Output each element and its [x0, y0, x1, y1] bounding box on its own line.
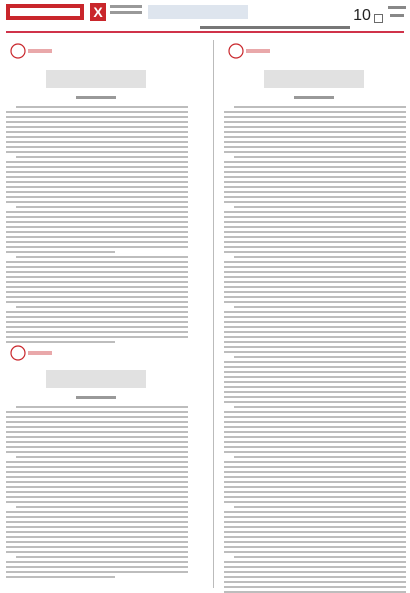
header-rule — [6, 31, 404, 33]
article-headline — [46, 66, 146, 92]
article-headline-2 — [46, 366, 146, 392]
issue-weekday — [390, 14, 404, 17]
masthead — [0, 0, 410, 34]
page-ban — [374, 14, 383, 23]
article-body-right — [224, 106, 406, 593]
pinyin-block — [110, 5, 142, 19]
xin-letter: X — [93, 4, 103, 20]
column-label-2 — [10, 344, 54, 362]
left-column — [6, 40, 188, 588]
staff-credits — [200, 26, 350, 29]
column-label-right — [228, 42, 272, 60]
page-number-text: 10 — [353, 7, 371, 24]
column-divider — [213, 40, 214, 588]
article-headline-right — [264, 66, 364, 92]
article-body — [6, 106, 188, 346]
issue-date — [388, 6, 406, 9]
column-label — [10, 42, 54, 60]
article-byline-right — [294, 96, 334, 99]
article-body-2 — [6, 406, 188, 581]
article-byline-2 — [76, 396, 116, 399]
xin-mark — [90, 3, 106, 21]
section-title — [148, 2, 248, 22]
page-number — [352, 4, 372, 24]
newspaper-logo — [6, 4, 84, 20]
article-byline — [76, 96, 116, 99]
right-column — [224, 40, 406, 588]
